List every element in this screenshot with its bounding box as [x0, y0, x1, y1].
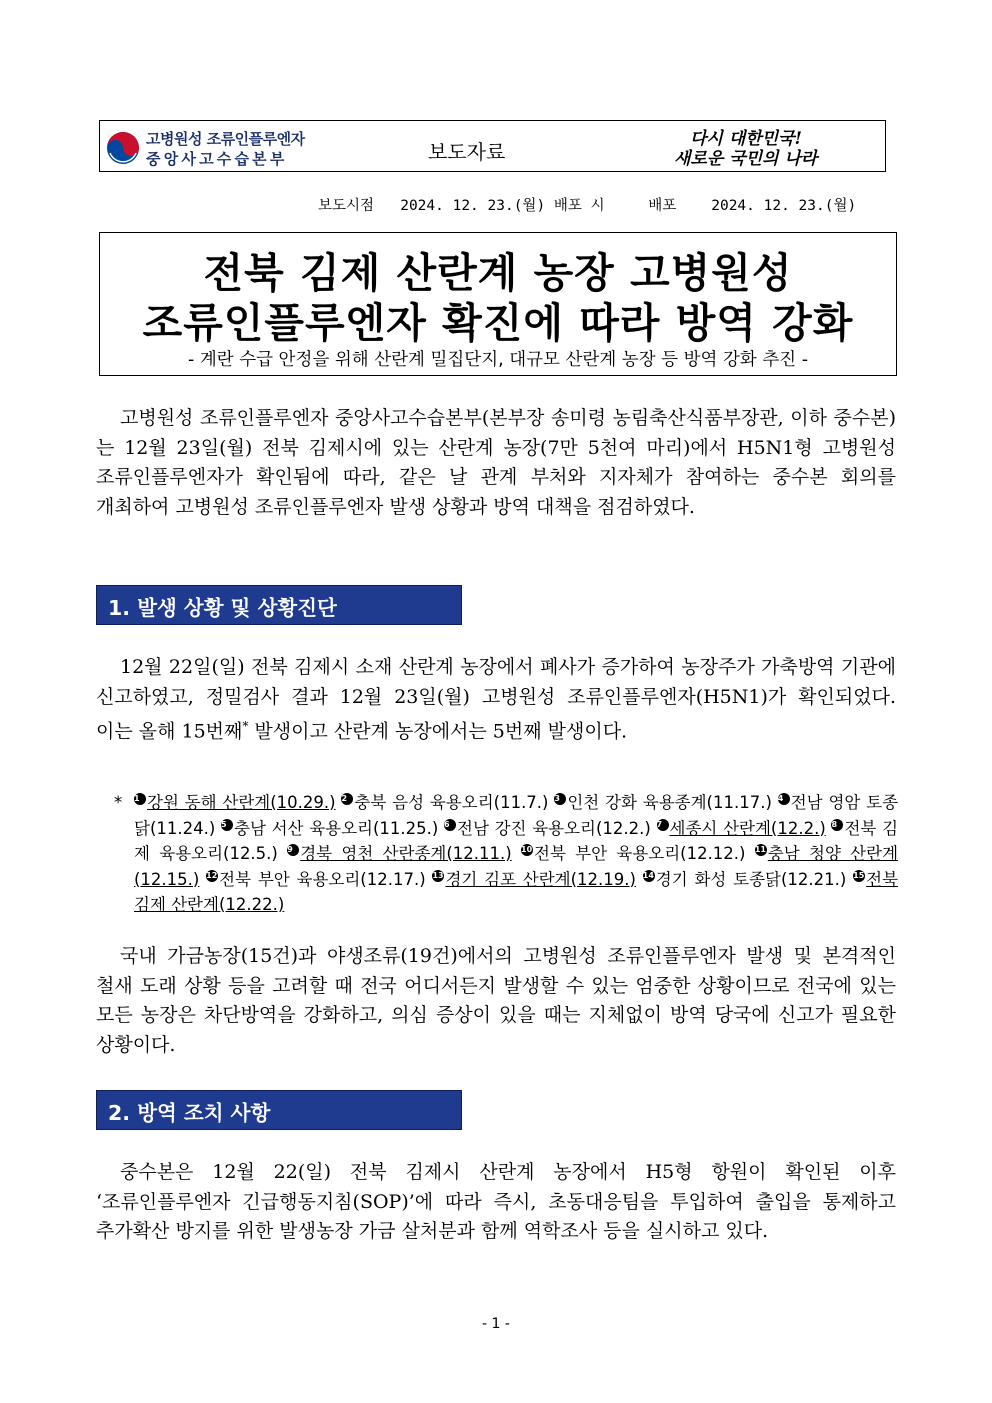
section1-para1-end: 발생이고 산란계 농장에서는 5번째 발생이다. [248, 720, 628, 743]
outbreak-item [206, 870, 425, 889]
outbreak-number-badge: 5 [221, 819, 233, 831]
outbreak-number-badge: 10 [521, 845, 533, 854]
outbreak-item [643, 870, 847, 889]
section2-para1-text: 중수본은 12월 22(일) 전북 김제시 산란계 농장에서 H5형 항원이 확인된 이후 ‘조류인플루엔자 긴급행동지침(SOP)’에 따라 즉시, 초동대응팀을 투입하여 출입을 통제하고 추가확산 방지를 위한 발생농장 가금 살처분과 함께 역학조사 등을 실시하고 있다. [96, 1161, 896, 1242]
outbreak-item [134, 793, 336, 812]
outbreak-item [521, 844, 746, 863]
doc-type-label: 보도자료 [428, 140, 506, 164]
outbreak-number-badge: 4 [778, 793, 790, 805]
slogan-line2: 새로운 국민의 나라 [674, 149, 818, 169]
outbreak-text: 경기 김포 산란계(12.19.) [445, 869, 636, 889]
outbreak-number-badge: 11 [754, 845, 766, 854]
outbreak-item [287, 844, 512, 863]
outbreak-number-badge: 15 [853, 870, 865, 880]
outbreak-item [657, 819, 826, 838]
outbreak-text: 경북 영천 산란종계(12.11.) [300, 844, 512, 863]
outbreak-text: 세종시 산란계(12.2.) [669, 818, 826, 838]
outbreak-item [444, 819, 651, 838]
intro-paragraph [96, 404, 896, 522]
outbreak-text: 인천 강화 육용종계(11.17.) [567, 793, 772, 812]
org-name-line2: 중앙사고수습본부 [146, 150, 288, 168]
outbreak-number-badge: 12 [206, 870, 218, 880]
outbreak-number-badge: 1 [134, 793, 146, 805]
section1-para1-text: 12월 22일(일) 전북 김제시 소재 산란계 농장에서 폐사가 증가하여 농장주가 가축방역 기관에 신고하였고, 정밀검사 결과 12월 23일(월) 고병원성 조류인플루엔자(H5N1)가 확인되었다. 이는 올해 15번째 [96, 656, 896, 743]
section2-paragraph1 [96, 1158, 896, 1247]
outbreak-number-badge: 9 [287, 844, 299, 856]
section1-paragraph1 [96, 653, 896, 747]
outbreak-text: 전북 부안 육용오리(12.17.) [219, 869, 426, 889]
section1-para2-text: 국내 가금농장(15건)과 야생조류(19건)에서의 고병원성 조류인플루엔자 발생 및 본격적인 철새 도래 상황 등을 고려할 때 전국 어디서든지 발생할 수 있는 엄중한 상황이므로 전국에 있는 모든 농장은 차단방역을 강화하고, 의심 증상이 있을 때는 지체없이 방역 당국에 신고가 필요한 상황이다. [96, 945, 896, 1056]
release-info: 보도시점 2024. 12. 23.(월) 배포 시 배포 2024. 12. 23.(월) [318, 198, 857, 214]
government-emblem-icon [106, 131, 140, 165]
outbreak-number-badge: 8 [831, 819, 843, 831]
slogan-handwriting [672, 124, 862, 170]
section1-paragraph2 [96, 942, 896, 1060]
outbreak-item [554, 793, 772, 812]
outbreak-item [221, 819, 438, 838]
outbreak-text: 전북 부안 육용오리(12.12.) [534, 844, 746, 863]
outbreak-text: 충남 서산 육용오리(11.25.) [234, 818, 439, 838]
section1-title: 1. 발생 상황 및 상황진단 [108, 596, 337, 620]
outbreak-text: 충남 청양 산란계(12.15.) [134, 844, 899, 889]
outbreak-number-badge: 13 [432, 870, 444, 880]
outbreak-list [134, 790, 898, 918]
outbreak-text: 전북 김제 육용오리(12.5.) [134, 818, 899, 863]
footnote-star: * [114, 793, 123, 812]
outbreak-text: 전북 김제 산란계(12.22.) [134, 869, 899, 914]
outbreak-number-badge: 14 [642, 870, 654, 880]
outbreak-item [341, 793, 548, 812]
section2-title: 2. 방역 조치 사항 [108, 1101, 271, 1125]
subtitle: - 계란 수급 안정을 위해 산란계 밀집단지, 대규모 산란계 농장 등 방역 강화 추진 - [187, 350, 809, 370]
outbreak-text: 강원 동해 산란계(10.29.) [147, 793, 336, 812]
org-name-line1: 고병원성 조류인플루엔자 [146, 130, 305, 148]
intro-text: 고병원성 조류인플루엔자 중앙사고수습본부(본부장 송미령 농림축산식품부장관, 이하 중수본)는 12월 23일(월) 전북 김제시에 있는 산란계 농장(7만 5천여 마리)에서 H5N1형 고병원성 조류인플루엔자가 확인됨에 따라, 같은 날 관계 부처와 지자체가 참여하는 중수본 회의를 개최하여 고병원성 조류인플루엔자 발생 상황과 방역 대책을 점검하였다. [96, 407, 896, 518]
outbreak-number-badge: 3 [554, 793, 566, 805]
outbreak-item [432, 870, 636, 889]
outbreak-footnote [114, 790, 898, 918]
page-number: - 1 - [482, 1316, 510, 1332]
outbreak-text: 전남 영암 토종닭(11.24.) [134, 793, 899, 838]
outbreak-number-badge: 6 [444, 819, 456, 831]
headline-line2: 조류인플루엔자 확진에 따라 방역 강화 [142, 299, 854, 347]
outbreak-text: 충북 음성 육용오리(11.7.) [354, 793, 549, 812]
slogan-line1: 다시 대한민국! [690, 129, 802, 149]
headline-line1: 전북 김제 산란계 농장 고병원성 [203, 249, 793, 297]
footnote-marker: * [242, 719, 249, 733]
outbreak-text: 경기 화성 토종닭(12.21.) [655, 869, 847, 889]
outbreak-text: 전남 강진 육용오리(12.2.) [457, 818, 651, 838]
outbreak-number-badge: 7 [657, 819, 669, 831]
outbreak-number-badge: 2 [341, 793, 353, 805]
